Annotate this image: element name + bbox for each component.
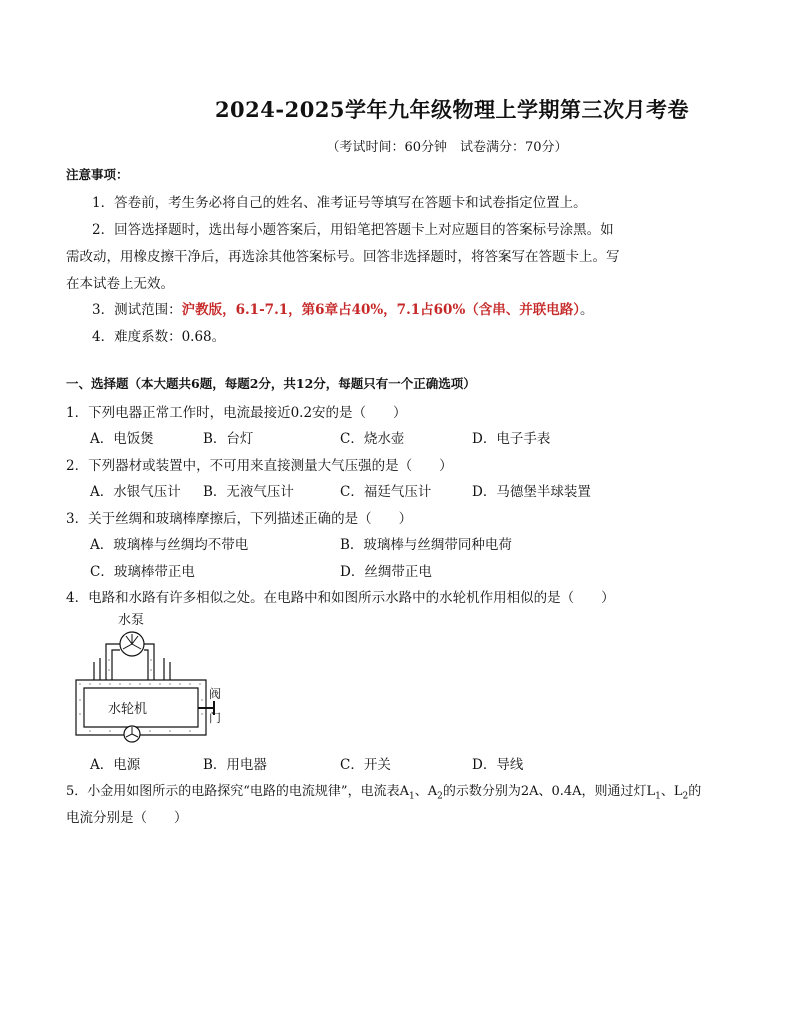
notice-item-2-line-1: 2．回答选择题时，选出每小题答案后，用铅笔把答题卡上对应题目的答案标号涂黑。如 <box>92 222 614 238</box>
test-scope: 沪教版，6.1-7.1，第6章占40%，7.1占60%（含串、并联电路） <box>181 302 581 318</box>
q5-stem-line-2: 电流分别是（ ） <box>66 810 188 826</box>
q4-option-a: A．电源 <box>90 757 141 773</box>
q3-option-d: D．丝绸带正电 <box>340 564 432 580</box>
q3-stem: 3．关于丝绸和玻璃棒摩擦后，下列描述正确的是（ ） <box>66 511 413 527</box>
q3-option-a: A．玻璃棒与丝绸均不带电 <box>90 537 249 553</box>
q5-sub-4: 2 <box>682 791 689 802</box>
q4-stem: 4．电路和水路有许多相似之处。在电路中和如图所示水路中的水轮机作用相似的是（ ） <box>66 590 615 606</box>
turbine-icon <box>124 726 140 742</box>
q2-option-b: B．无液气压计 <box>203 484 294 500</box>
q3-option-c: C．玻璃棒带正电 <box>90 564 195 580</box>
water-circuit-figure <box>66 610 226 744</box>
q4-option-b: B．用电器 <box>203 757 267 773</box>
q5-sep-2: 、L <box>660 784 683 799</box>
notice-item-2-line-2: 需改动，用橡皮擦干净后，再选涂其他答案标号。回答非选择题时，将答案写在答题卡上。写 <box>66 249 620 265</box>
q2-stem: 2．下列器材或装置中，不可用来直接测量大气压强的是（ ） <box>66 458 453 474</box>
q5-sub-3: 1 <box>655 791 661 802</box>
q1-option-c: C．烧水壶 <box>340 431 405 447</box>
valve-label-1: 阀 <box>209 687 222 701</box>
q5-stem-part-2: 的示数分别为2A、0.4A，则通过灯L <box>442 784 656 799</box>
turbine-label: 水轮机 <box>108 701 148 716</box>
q1-option-a: A．电饭煲 <box>90 431 154 447</box>
q2-option-d: D．马德堡半球装置 <box>472 484 591 500</box>
q5-sub-1: 1 <box>408 791 415 802</box>
pump-icon <box>120 632 144 656</box>
section-heading: 一、选择题（本大题共6题，每题2分，共12分，每题只有一个正确选项） <box>66 376 476 391</box>
q5-stem-part-1: 5．小金用如图所示的电路探究“电路的电流规律”，电流表A <box>66 784 409 799</box>
q4-option-c: C．开关 <box>340 757 391 773</box>
q5-stem-part-3: 的 <box>688 784 702 799</box>
q5-sub-2: 2 <box>437 791 443 802</box>
notice-item-3-prefix: 3．测试范围： <box>92 302 182 318</box>
exam-title: 2024-2025学年九年级物理上学期第三次月考卷 <box>214 97 690 122</box>
pump-label: 水泵 <box>118 612 145 627</box>
water-texture <box>79 659 203 732</box>
notice-item-1: 1．答卷前，考生务必将自己的姓名、准考证号等填写在答题卡和试卷指定位置上。 <box>92 195 587 211</box>
exam-subtitle: （考试时间：60分钟 试卷满分：70分） <box>326 140 568 155</box>
q2-option-c: C．福廷气压计 <box>340 484 432 500</box>
q1-option-b: B．台灯 <box>203 431 254 447</box>
valve-label-2: 门 <box>209 711 222 725</box>
q5-stem-line-1 <box>66 780 701 802</box>
notice-item-3 <box>92 298 594 318</box>
q5-sep-1: 、A <box>414 784 438 799</box>
notice-item-2-line-3: 在本试卷上无效。 <box>66 276 174 292</box>
q4-option-d: D．导线 <box>472 757 524 773</box>
q1-stem: 1．下列电器正常工作时，电流最接近0.2安的是（ ） <box>66 405 407 421</box>
q1-option-d: D．电子手表 <box>472 431 551 447</box>
q2-option-a: A．水银气压计 <box>90 484 181 500</box>
notice-item-4: 4．难度系数：0.68。 <box>92 329 226 345</box>
q3-option-b: B．玻璃棒与丝绸带同种电荷 <box>340 537 512 553</box>
pipe-network <box>76 644 206 735</box>
notice-heading: 注意事项： <box>66 167 129 182</box>
notice-item-3-suffix: 。 <box>580 302 594 318</box>
